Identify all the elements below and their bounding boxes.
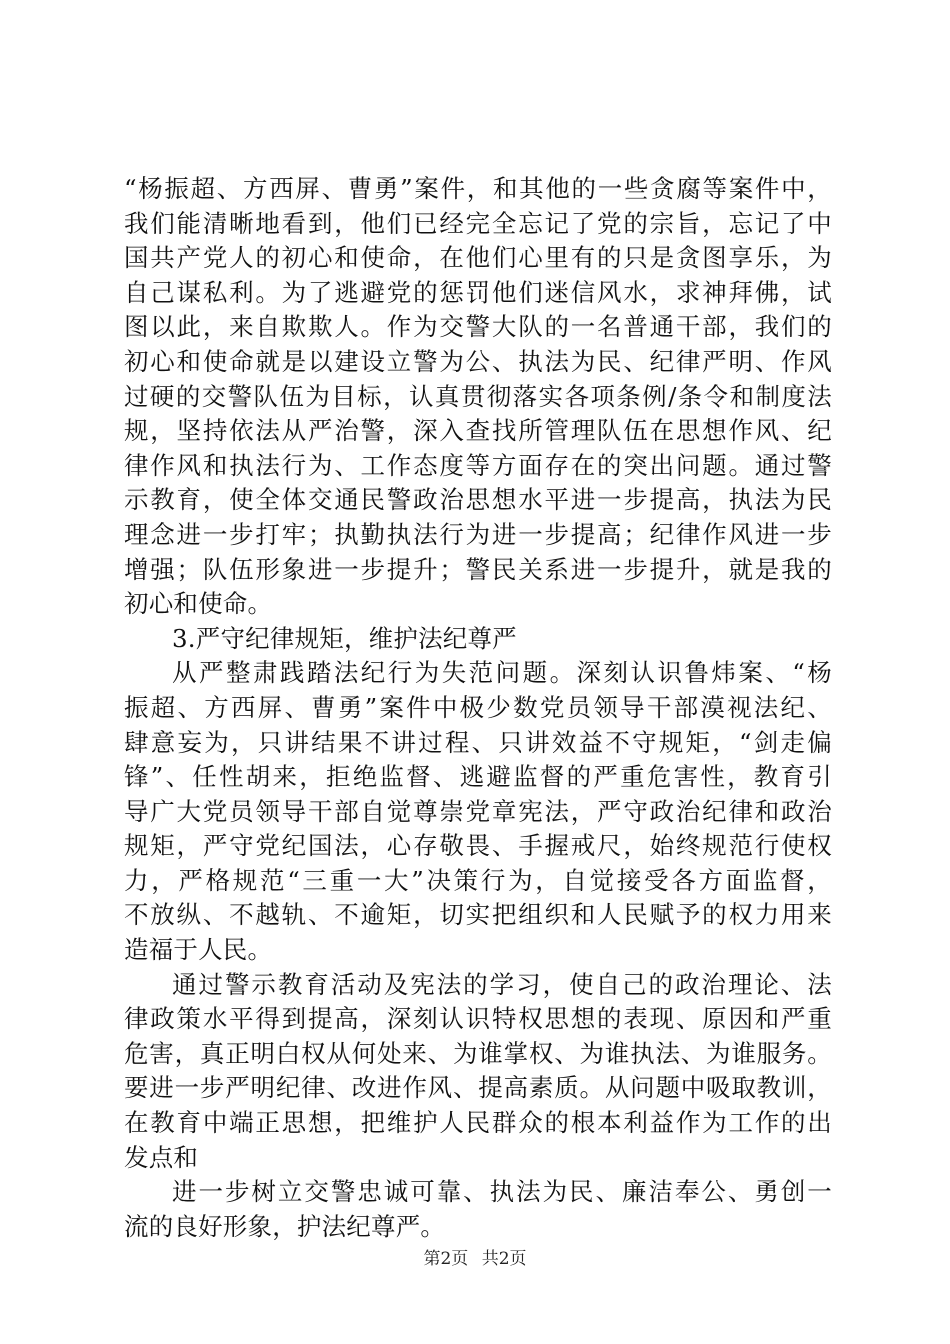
text-line: 自己谋私利。为了逃避党的惩罚他们迷信风水，求神拜佛，试 [124,277,832,307]
text-line: 导广大党员领导干部自觉尊崇党章宪法，严守政治纪律和政治 [124,796,832,826]
text-line: 示教育，使全体交通民警政治思想水平进一步提高，执法为民 [124,485,832,515]
text-line: 振超、方西屏、曹勇”案件中极少数党员领导干部漠视法纪、 [124,692,832,722]
text-line: 增强；队伍形象进一步提升；警民关系进一步提升，就是我的 [124,554,832,584]
text-line: 流的良好形象，护法纪尊严。 [124,1211,446,1241]
text-line: 危害，真正明白权从何处来、为谁掌权、为谁执法、为谁服务。 [124,1038,832,1068]
text-line: 初心和使命。 [124,589,273,619]
text-line: 初心和使命就是以建设立警为公、执法为民、纪律严明、作风 [124,346,832,376]
text-line: 力，严格规范“三重一大”决策行为，自觉接受各方面监督， [124,865,832,895]
document-body [124,172,832,1244]
paragraph-first-line: 进一步树立交警忠诚可靠、执法为民、廉洁奉公、勇创一 [172,1177,832,1207]
paragraph-first-line: 通过警示教育活动及宪法的学习，使自己的政治理论、法 [172,969,832,999]
text-line: 国共产党人的初心和使命，在他们心里有的只是贪图享乐，为 [124,243,832,273]
page-number-total: 共2页 [481,1249,527,1269]
section-heading: 3.严守纪律规矩，维护法纪尊严 [172,623,517,653]
text-line: 过硬的交警队伍为目标，认真贯彻落实各项条例/条令和制度法 [124,381,832,411]
text-line: 造福于人民。 [124,935,273,965]
paragraph-first-line: 从严整肃践踏法纪行为失范问题。深刻认识鲁炜案、“杨 [172,658,832,688]
text-line: 理念进一步打牢；执勤执法行为进一步提高；纪律作风进一步 [124,519,832,549]
text-line: 发点和 [124,1142,199,1172]
text-line: “杨振超、方西屏、曹勇”案件，和其他的一些贪腐等案件中， [124,174,832,203]
page-number-current: 第2页 [423,1249,469,1269]
text-line: 肆意妄为，只讲结果不讲过程、只讲效益不守规矩，“剑走偏 [124,727,832,757]
text-line: 规矩，严守党纪国法，心存敬畏、手握戒尺，始终规范行使权 [124,831,832,861]
text-line: 在教育中端正思想，把维护人民群众的根本利益作为工作的出 [124,1108,832,1138]
text-line: 我们能清晰地看到，他们已经完全忘记了党的宗旨，忘记了中 [124,208,832,238]
text-line: 不放纵、不越轨、不逾矩，切实把组织和人民赋予的权力用来 [124,900,832,930]
text-line: 律政策水平得到提高，深刻认识特权思想的表现、原因和严重 [124,1004,832,1034]
text-line: 规，坚持依法从严治警，深入查找所管理队伍在思想作风、纪 [124,416,832,446]
page-footer [0,1244,950,1269]
text-line: 要进一步严明纪律、改进作风、提高素质。从问题中吸取教训， [124,1073,832,1103]
text-line: 律作风和执法行为、工作态度等方面存在的突出问题。通过警 [124,450,832,480]
text-line: 锋”、任性胡来，拒绝监督、逃避监督的严重危害性，教育引 [124,762,832,792]
text-line: 图以此，来自欺欺人。作为交警大队的一名普通干部，我们的 [124,312,832,342]
